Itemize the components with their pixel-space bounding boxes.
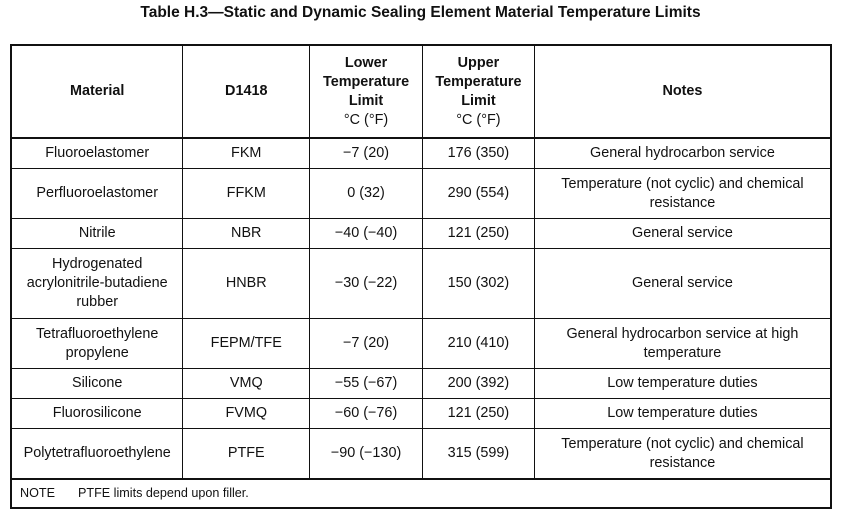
cell-notes: General hydrocarbon service [534,138,831,169]
header-upper-limit [422,45,534,138]
cell-upper-limit: 290 (554) [422,169,534,219]
cell-upper-limit: 200 (392) [422,369,534,399]
header-material: Material [11,45,183,138]
header-lower-limit [310,45,423,138]
header-upper-line-1: Upper [457,54,500,71]
cell-upper-limit: 150 (302) [422,249,534,319]
header-notes: Notes [534,45,831,138]
cell-d1418: NBR [183,219,310,249]
cell-d1418: FEPM/TFE [183,319,310,369]
cell-lower-limit: −40 (−40) [310,219,423,249]
header-lower-line-2: Temperature [322,73,410,90]
note-label: NOTE [20,486,55,500]
table-row [11,399,831,429]
cell-notes: General service [534,219,831,249]
cell-material: Nitrile [11,219,183,249]
cell-d1418: HNBR [183,249,310,319]
cell-upper-limit: 315 (599) [422,429,534,480]
header-lower-unit: °C (°F) [343,111,389,128]
note-text: PTFE limits depend upon filler. [78,486,249,500]
cell-notes: General hydrocarbon service at high temperature [534,319,831,369]
header-upper-line-3: Limit [461,92,496,109]
cell-upper-limit: 121 (250) [422,219,534,249]
cell-d1418: PTFE [183,429,310,480]
cell-notes: Low temperature duties [534,369,831,399]
cell-material: Fluoroelastomer [11,138,183,169]
table-note [11,479,831,508]
table-row [11,369,831,399]
cell-material: Fluorosilicone [11,399,183,429]
cell-material: Silicone [11,369,183,399]
cell-material: Tetrafluoroethylene propylene [11,319,183,369]
cell-material: Perfluoroelastomer [11,169,183,219]
table-title: Table H.3—Static and Dynamic Sealing Element Material Temperature Limits [140,4,701,21]
cell-d1418: FKM [183,138,310,169]
cell-upper-limit: 176 (350) [422,138,534,169]
cell-lower-limit: −30 (−22) [310,249,423,319]
temperature-limits-table [10,44,832,509]
cell-lower-limit: −7 (20) [310,138,423,169]
cell-d1418: VMQ [183,369,310,399]
cell-d1418: FVMQ [183,399,310,429]
cell-lower-limit: −60 (−76) [310,399,423,429]
cell-material: Hydrogenated acrylonitrile-butadiene rubber [11,249,183,319]
table-row [11,319,831,369]
header-d1418: D1418 [183,45,310,138]
header-upper-line-2: Temperature [435,73,522,90]
cell-lower-limit: −55 (−67) [310,369,423,399]
header-row [11,45,831,138]
table-row [11,249,831,319]
cell-notes: Temperature (not cyclic) and chemical resistance [534,169,831,219]
cell-d1418: FFKM [183,169,310,219]
cell-notes: Temperature (not cyclic) and chemical resistance [534,429,831,480]
header-upper-unit: °C (°F) [456,111,501,128]
table-row [11,169,831,219]
table-row [11,429,831,480]
table-row [11,219,831,249]
header-lower-line-3: Limit [348,92,384,109]
table-row [11,138,831,169]
header-lower-line-1: Lower [344,54,388,71]
cell-lower-limit: −7 (20) [310,319,423,369]
cell-lower-limit: −90 (−130) [310,429,423,480]
cell-upper-limit: 121 (250) [422,399,534,429]
cell-upper-limit: 210 (410) [422,319,534,369]
cell-notes: Low temperature duties [534,399,831,429]
note-row [11,479,831,508]
cell-material: Polytetrafluoroethylene [11,429,183,480]
cell-notes: General service [534,249,831,319]
cell-lower-limit: 0 (32) [310,169,423,219]
